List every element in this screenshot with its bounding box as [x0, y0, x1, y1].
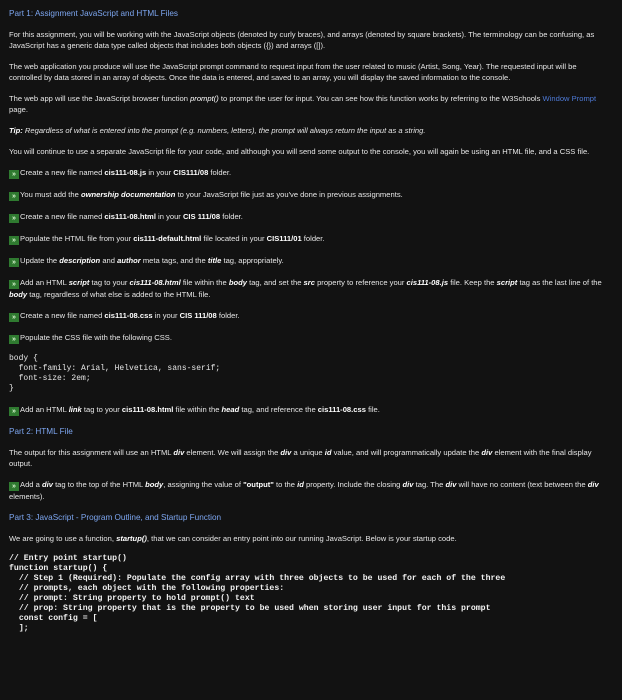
part1-heading: Part 1: Assignment JavaScript and HTML Files [9, 9, 178, 18]
double-chevron-right-icon: » [9, 313, 19, 322]
part1-paragraph-1: For this assignment, you will be working with the JavaScript objects (denoted by curly braces), and arrays (denoted by square brackets). The terminology can be confusing, as JavaScript has a generic data type called objects that includes both objects ({}) and arrays ([]). [9, 30, 595, 50]
step-populate-html: » Populate the HTML file from your cis111-default.html file located in your CIS111/01 folder. [9, 233, 608, 245]
css-code-block: body { font-family: Arial, Helvetica, sans-serif; font-size: 2em; } [9, 354, 221, 393]
double-chevron-right-icon: » [9, 258, 19, 267]
step-populate-css: » Populate the CSS file with the following CSS. [9, 332, 608, 344]
double-chevron-right-icon: » [9, 214, 19, 223]
part2-paragraph-1: The output for this assignment will use an HTML div element. We will assign the div a unique id value, and will programmatically update the div element with the final display output. [9, 448, 592, 468]
step-add-div-tag: » Add a div tag to the top of the HTML body, assigning the value of "output" to the id property. Include the closing div tag. The div will have no content (text between the div elements). [9, 480, 599, 501]
window-prompt-link[interactable]: Window Prompt [542, 94, 597, 103]
double-chevron-right-icon: » [9, 192, 19, 201]
step-create-js-file: » Create a new file named cis111-08.js in your CIS111/08 folder. [9, 167, 608, 179]
part1-paragraph-2: The web application you produce will use the JavaScript prompt command to request input from the user related to music (Artist, Song, Year). The requested input will be controlled by data stored in an array of objects. Once the data is entered, and saved to an array, you will display the saved information to the console. [9, 62, 577, 82]
part1-paragraph-4: You will continue to use a separate JavaScript file for your code, and although you will send some output to the console, you will again be using an HTML file, and a CSS file. [9, 147, 590, 156]
double-chevron-right-icon: » [9, 170, 19, 179]
step-create-html-file: » Create a new file named cis111-08.html in your CIS 111/08 folder. [9, 211, 608, 223]
double-chevron-right-icon: » [9, 280, 19, 289]
step-add-link-tag: » Add an HTML link tag to your cis111-08.html file within the head tag, and reference the cis111-08.css file. [9, 404, 608, 416]
startup-code-block: // Entry point startup() function startup() { // Step 1 (Required): Populate the config array with three objects to be used for each of the three // prompts, each object with the following properties: // prompt: String property to hold prompt() text // prop: String property that is the property to be used when storing user input for this prompt const config = [ ]; [9, 554, 506, 633]
prompt-function-name: prompt() [190, 94, 219, 103]
step-update-meta-tags: » Update the description and author meta tags, and the title tag, appropriately. [9, 255, 608, 267]
part1-paragraph-3: The web app will use the JavaScript browser function prompt() to prompt the user for input. You can see how this function works by referring to the W3Schools Window Prompt page. [9, 94, 597, 114]
double-chevron-right-icon: » [9, 236, 19, 245]
double-chevron-right-icon: » [9, 482, 19, 491]
step-add-script-tag: » Add an HTML script tag to your cis111-08.html file within the body tag, and set the src property to reference your cis111-08.js file. Keep the script tag as the last line of the body tag, regardless of what else is added to the HTML file. [9, 278, 602, 299]
part2-heading: Part 2: HTML File [9, 427, 73, 436]
part3-heading: Part 3: JavaScript - Program Outline, and Startup Function [9, 513, 222, 522]
part3-paragraph-1: We are going to use a function, startup(), that we can consider an entry point into our running JavaScript. Below is your startup code. [9, 534, 457, 543]
double-chevron-right-icon: » [9, 335, 19, 344]
step-ownership-documentation: » You must add the ownership documentation to your JavaScript file just as you've done in previous assignments. [9, 189, 608, 201]
tip-note: Tip: Regardless of what is entered into the prompt (e.g. numbers, letters), the prompt will always return the input as a string. [9, 126, 426, 135]
double-chevron-right-icon: » [9, 407, 19, 416]
step-create-css-file: » Create a new file named cis111-08.css in your CIS 111/08 folder. [9, 310, 608, 322]
